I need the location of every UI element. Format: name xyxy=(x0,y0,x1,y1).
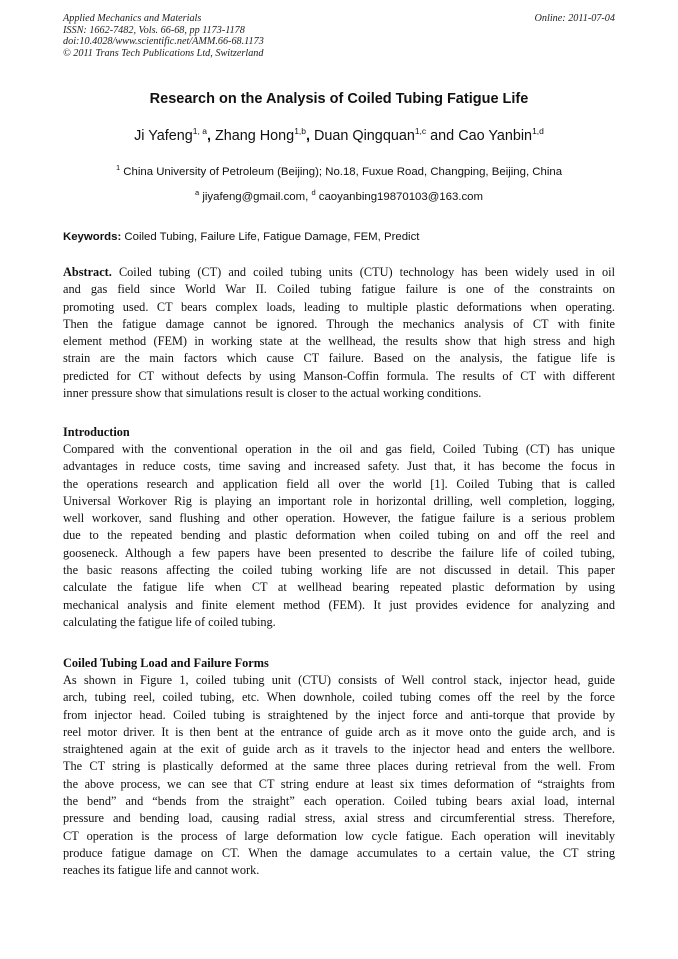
author-sup: 1,c xyxy=(414,126,427,137)
load-section-line: reel motor driver. It is then bent at the entrance of guide arch as it move onto the guide arch, and is xyxy=(63,724,615,739)
abstract-line: element method (FEM) in working state at the wellhead, the results show that high stress and high xyxy=(63,334,615,349)
introduction-line: due to the repeated bending and plastic deformation when coiled tubing on and off the reel and xyxy=(63,528,615,543)
introduction-line: the basic reasons affecting the coiled tubing working life are not discussed in detail. This paper xyxy=(63,563,615,578)
load-section-line: The CT string is plastically deformed at the same three places during retrieval from the well. From xyxy=(63,759,615,774)
copyright-line: © 2011 Trans Tech Publications Ltd, Switzerland xyxy=(63,47,264,59)
introduction-line: mechanical analysis and finite element method (FEM). It just provides evidence for analyzing and xyxy=(63,597,615,612)
abstract-line: and gas field since World War II. Coiled tubing fatigue failure is one of the constraints on xyxy=(63,282,615,297)
introduction-heading: Introduction xyxy=(63,425,130,439)
load-section-line: straightened again at the exit of guide arch as it travels to the injector head and enters the wellbore. xyxy=(63,742,615,757)
abstract-line: strain are the main factors which cause CT failure. Based on the analysis, the fatigue life is xyxy=(63,351,615,366)
abstract-paragraph xyxy=(63,264,615,402)
author-sup: 1,b xyxy=(294,126,307,137)
journal-name: Applied Mechanics and Materials xyxy=(63,13,202,24)
abstract-line: promoting used. CT bears complex loads, leading to multiple plastic deformations when operating. xyxy=(63,299,615,314)
email-sup-a: a xyxy=(195,188,200,198)
journal-header xyxy=(63,13,264,59)
introduction-paragraph xyxy=(63,441,615,631)
author-sup: 1,d xyxy=(532,126,544,137)
load-section-heading: Coiled Tubing Load and Failure Forms xyxy=(63,656,269,670)
introduction-line: gooseneck. Although a few papers have been presented to describe the failure life of coiled tubing, xyxy=(63,545,615,560)
introduction-line: calculate the fatigue life when CT at wellhead bearing repeated plastic deformation by using xyxy=(63,580,615,595)
affiliation-sup: 1 xyxy=(115,163,121,173)
load-section-line: the above process, we can see that CT string endure at least six times deformation of “straights from xyxy=(63,776,615,791)
abstract-line: inner pressure show that simulations result is closer to the actual working conditions. xyxy=(63,386,482,401)
affiliation-text: China University of Petroleum (Beijing); No.18, Fuxue Road, Changping, Beijing, China xyxy=(123,166,563,178)
affiliation xyxy=(0,163,678,178)
abstract-line: Then the fatigue damage cannot be ignored. Through the mechanics analysis of CT with finite xyxy=(63,316,615,331)
paper-title: Research on the Analysis of Coiled Tubing Fatigue Life xyxy=(149,91,529,107)
keywords-text: Coiled Tubing, Failure Life, Fatigue Damage, FEM, Predict xyxy=(124,231,420,243)
load-section-line: pressure and bending load, causing radial stress, axial stress and circumferential stress. Therefore, xyxy=(63,811,615,826)
email-a: jiyafeng@gmail.com, xyxy=(202,191,309,203)
introduction-line: the operations research and application field all over the world [1]. Coiled Tubing that is called xyxy=(63,476,615,491)
author-sup: 1, a xyxy=(192,126,207,137)
introduction-line: Universal Workover Rig is playing an important role in horizontal drilling, well completion, logging, xyxy=(63,493,615,508)
load-section-line: from injector head. Coiled tubing is straightened by the inject force and anti-torque that provide by xyxy=(63,707,615,722)
author-list: Ji Yafeng$^{1, a}$, Zhang Hong$^{1,b}$, Duan Qingquan$^{1,c}$ and Cao Yanbin$^{1,d}$ xyxy=(134,126,544,144)
load-section-line: CT operation is the process of large deformation low cycle fatigue. Each operation will inevitably xyxy=(63,828,615,843)
introduction-line: well workover, sand flushing and other operation. However, the fatigue failure is a serious problem xyxy=(63,511,615,526)
keywords-label: Keywords: xyxy=(63,231,122,243)
abstract-line: Coiled tubing (CT) and coiled tubing units (CTU) technology has been widely used in oil xyxy=(118,265,615,279)
author-emails xyxy=(0,188,678,203)
load-section-paragraph xyxy=(63,672,615,880)
load-section-line: the bend” and “bends from the straight” each operation. Coiled tubing bears axial load, internal xyxy=(63,794,615,809)
introduction-line: Compared with the conventional operation in the oil and gas field, Coiled Tubing (CT) has unique xyxy=(63,442,615,456)
online-date: Online: 2011-07-04 xyxy=(534,13,615,24)
doi-line: doi:10.4028/www.scientific.net/AMM.66-68.1173 xyxy=(63,36,264,48)
author-name: Duan Qingquan xyxy=(314,128,415,144)
email-d: caoyanbing19870103@163.com xyxy=(318,191,483,203)
abstract-label: Abstract. xyxy=(63,265,112,279)
load-section-line: As shown in Figure 1, coiled tubing unit (CTU) consists of Well control stack, injector head, guide xyxy=(63,673,615,687)
issn-line: ISSN: 1662-7482, Vols. 66-68, pp 1173-1178 xyxy=(63,24,245,36)
introduction-line: calculating the fatigue life of coiled tubing. xyxy=(63,614,276,629)
abstract-line: predicted for CT without defects by using Manson-Coffin formula. The results of CT with different xyxy=(63,368,615,383)
load-section-line: reaches its fatigue life and cannot work. xyxy=(63,863,260,878)
author-name: Ji Yafeng xyxy=(134,128,193,144)
keywords xyxy=(63,231,623,243)
author-name: Zhang Hong xyxy=(214,128,295,144)
author-name: Cao Yanbin xyxy=(458,128,533,144)
email-sup-d: d xyxy=(311,188,316,198)
introduction-line: advantages in reduce costs, time saving and increased safety. Just that, it has become the focus in xyxy=(63,459,615,474)
load-section-line: produce fatigue damage on CT. When the damage accumulates to a certain value, the CT string xyxy=(63,845,615,860)
load-section-line: arch, tubing reel, coiled tubing, etc. When downhole, coiled tubing comes off the reel by the force xyxy=(63,690,615,705)
